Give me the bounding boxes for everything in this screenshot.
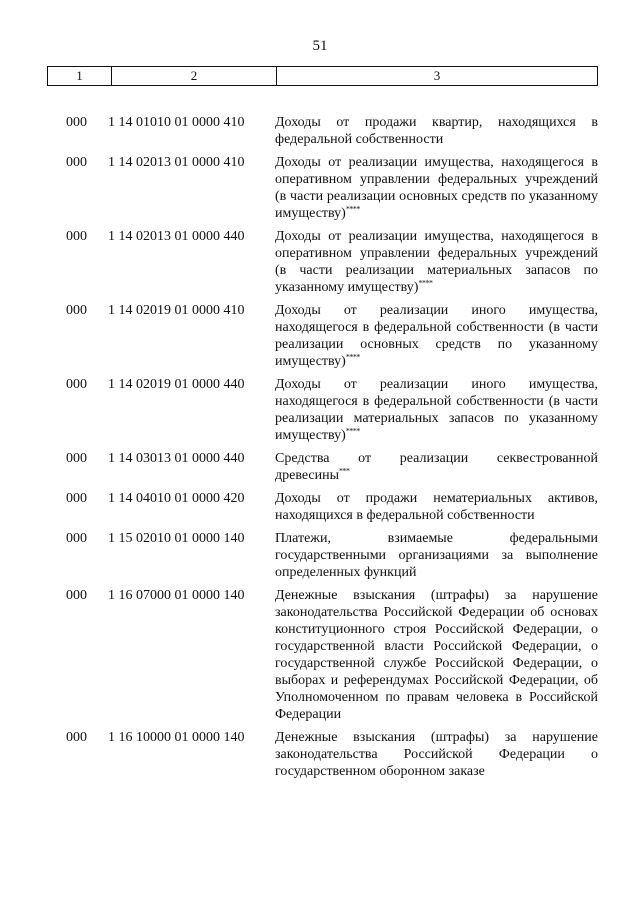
revenue-description: Платежи, взимаемые федеральными государственными организациями за выполнение определенных функций <box>275 531 598 580</box>
revenue-description: Денежные взыскания (штрафы) за нарушение законодательства Российской Федерации об основах конституционного строя Российской Федерации, о государственной власти Российской Федерации, о государственной службе Российской Федерации, о выборах и референдумах Российской Федерации, об Уполномоченном по правам человека в Российской Федерации <box>275 588 598 722</box>
page-number: 51 <box>312 38 328 54</box>
admin-code: 000 <box>66 229 87 244</box>
revenue-description: Денежные взыскания (штрафы) за нарушение законодательства Российской Федерации о государственном оборонном заказе <box>275 730 598 779</box>
revenue-description: Доходы от продажи квартир, находящихся в федеральной собственности <box>275 115 598 147</box>
table-row <box>0 376 640 444</box>
revenue-code: 1 14 04010 01 0000 420 <box>108 491 245 506</box>
revenue-description: Средства от реализации секвестрованной древесины*** <box>275 451 598 483</box>
table-row <box>0 450 640 484</box>
admin-code: 000 <box>66 115 87 130</box>
table-row <box>0 302 640 370</box>
table-row <box>0 114 640 148</box>
revenue-code: 1 14 02013 01 0000 440 <box>108 229 245 244</box>
admin-code: 000 <box>66 531 87 546</box>
footnote-mark: *** <box>339 466 350 476</box>
footnote-mark: **** <box>418 278 433 288</box>
table-row <box>0 228 640 296</box>
footnote-mark: **** <box>345 204 360 214</box>
revenue-description: Доходы от реализации имущества, находящегося в оперативном управлении федеральных учреждений (в части реализации основных средств по указанному имуществу)**** <box>275 155 598 221</box>
footnote-mark: **** <box>345 352 360 362</box>
column-header-3: 3 <box>277 67 598 86</box>
revenue-code: 1 15 02010 01 0000 140 <box>108 531 245 546</box>
admin-code: 000 <box>66 303 87 318</box>
revenue-code: 1 16 10000 01 0000 140 <box>108 730 245 745</box>
revenue-code: 1 14 01010 01 0000 410 <box>108 115 245 130</box>
admin-code: 000 <box>66 377 87 392</box>
table-row <box>0 154 640 222</box>
admin-code: 000 <box>66 451 87 466</box>
table-row <box>0 530 640 581</box>
column-header-1: 1 <box>48 67 112 86</box>
revenue-code: 1 14 03013 01 0000 440 <box>108 451 245 466</box>
admin-code: 000 <box>66 730 87 745</box>
column-header-2: 2 <box>112 67 277 86</box>
column-header-table <box>47 66 598 86</box>
revenue-code: 1 14 02019 01 0000 410 <box>108 303 245 318</box>
revenue-description: Доходы от продажи нематериальных активов, находящихся в федеральной собственности <box>275 491 598 523</box>
admin-code: 000 <box>66 491 87 506</box>
revenue-code: 1 14 02013 01 0000 410 <box>108 155 245 170</box>
table-row <box>0 587 640 723</box>
table-row <box>0 729 640 780</box>
admin-code: 000 <box>66 155 87 170</box>
revenue-code: 1 14 02019 01 0000 440 <box>108 377 245 392</box>
revenue-description: Доходы от реализации имущества, находящегося в оперативном управлении федеральных учреждений (в части реализации материальных запасов по указанному имуществу)**** <box>275 229 598 295</box>
table-body <box>0 114 640 786</box>
table-row <box>0 490 640 524</box>
revenue-description: Доходы от реализации иного имущества, находящегося в федеральной собственности (в части реализации материальных запасов по указанному имуществу)**** <box>275 377 598 443</box>
revenue-code: 1 16 07000 01 0000 140 <box>108 588 245 603</box>
footnote-mark: **** <box>345 426 360 436</box>
revenue-description: Доходы от реализации иного имущества, находящегося в федеральной собственности (в части реализации основных средств по указанному имуществу)**** <box>275 303 598 369</box>
admin-code: 000 <box>66 588 87 603</box>
